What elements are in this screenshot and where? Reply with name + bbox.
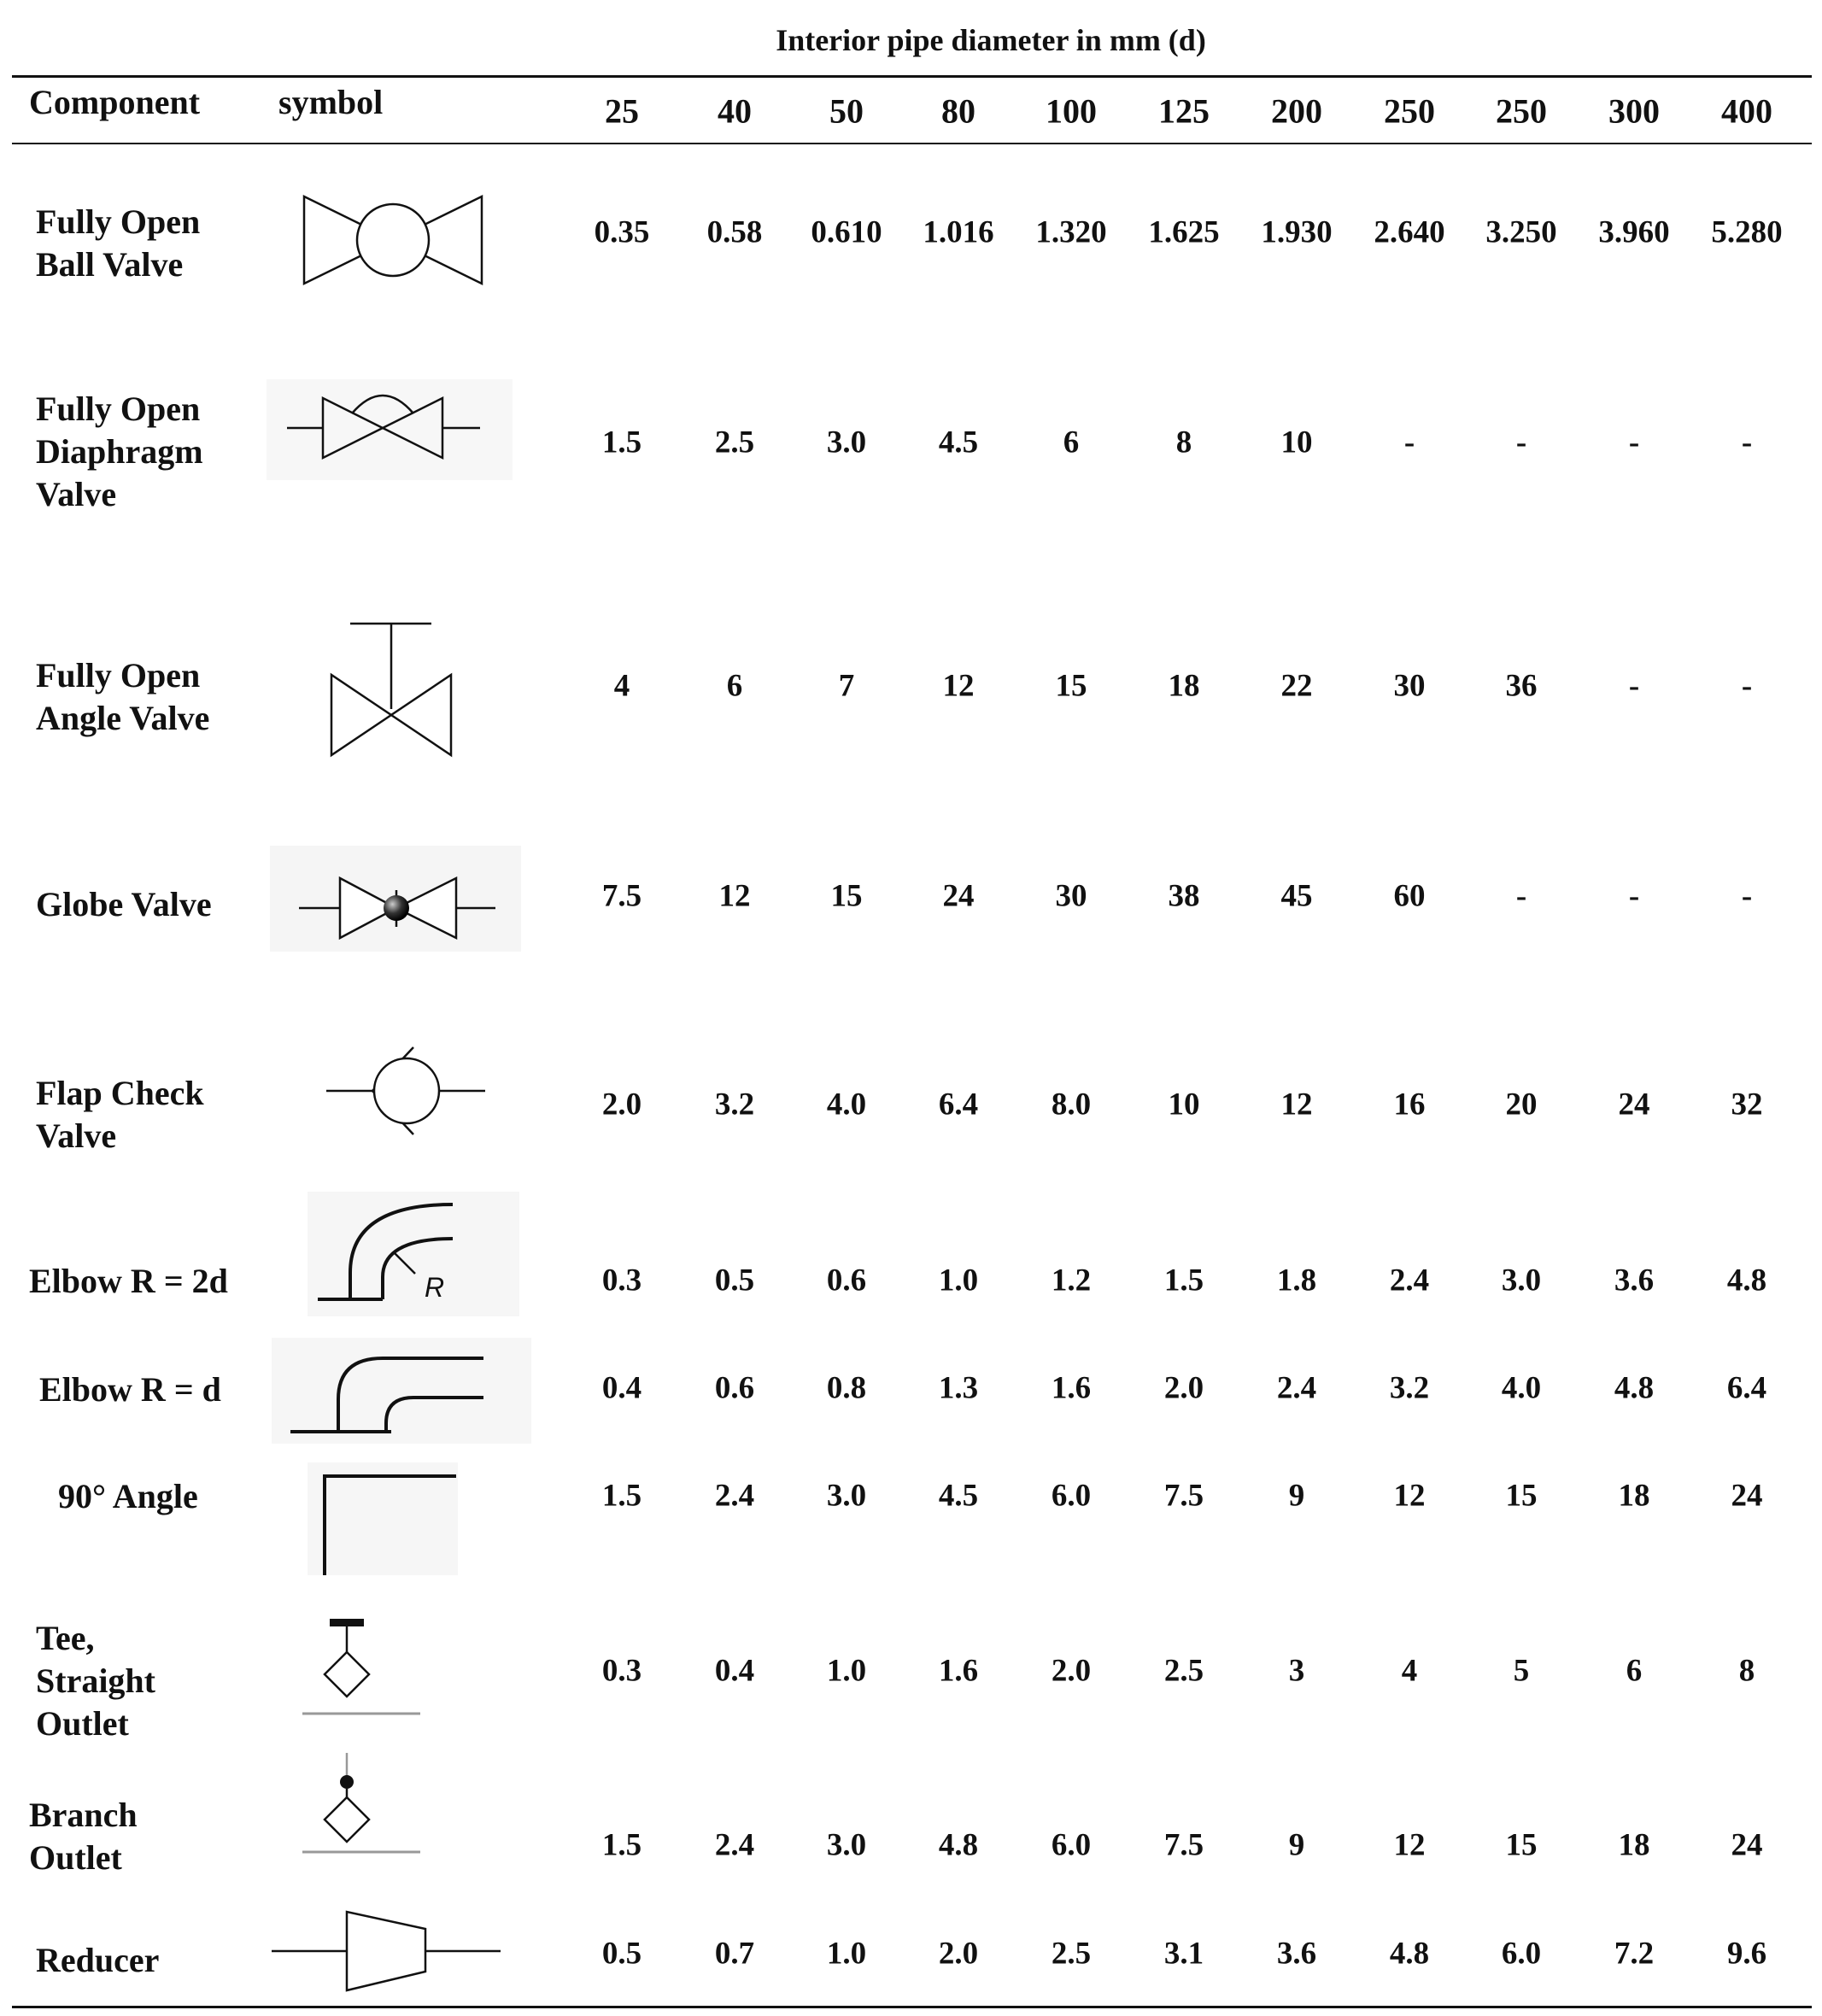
value-cell: 4.8 — [1614, 1370, 1655, 1406]
diameter-header: 125 — [1158, 91, 1210, 131]
value-cell: 20 — [1505, 1087, 1538, 1122]
value-cell: 6 — [726, 668, 743, 704]
value-cell: 6 — [1063, 425, 1080, 460]
value-cell: 0.6 — [714, 1370, 755, 1406]
diameter-header: 100 — [1046, 91, 1097, 131]
diameter-header: 200 — [1271, 91, 1322, 131]
value-cell: 4.0 — [1501, 1370, 1542, 1406]
value-cell: - — [1515, 878, 1527, 914]
value-cell: 9 — [1288, 1827, 1305, 1863]
value-cell: 2.0 — [938, 1936, 979, 1972]
value-cell: 24 — [942, 878, 975, 914]
value-cell: 60 — [1393, 878, 1426, 914]
value-cell: 1.0 — [826, 1936, 867, 1972]
value-cell: 8 — [1738, 1653, 1755, 1689]
value-cell: 1.3 — [938, 1370, 979, 1406]
value-cell: 3.2 — [714, 1087, 755, 1122]
angle-90-icon — [308, 1462, 458, 1575]
value-cell: 0.4 — [714, 1653, 755, 1689]
value-cell: 2.4 — [1389, 1263, 1430, 1298]
value-cell: 6.0 — [1501, 1936, 1542, 1972]
value-cell: 1.930 — [1261, 214, 1333, 250]
value-cell: 1.2 — [1051, 1263, 1092, 1298]
component-label: Branch Outlet — [29, 1796, 138, 1877]
diaphragm-valve-icon — [267, 379, 513, 480]
value-cell: 6.4 — [938, 1087, 979, 1122]
value-cell: 4.8 — [1389, 1936, 1430, 1972]
value-cell: 4 — [1401, 1653, 1418, 1689]
svg-text:R: R — [425, 1272, 445, 1303]
component-label: 90° Angle — [58, 1477, 198, 1515]
angle-valve-icon — [325, 617, 460, 764]
elbow-r2d-icon — [308, 1192, 519, 1316]
component-label: Fully Open Ball Valve — [36, 202, 201, 284]
value-cell: 12 — [1393, 1478, 1426, 1514]
value-cell: - — [1628, 878, 1640, 914]
value-cell: 0.6 — [826, 1263, 867, 1298]
table-group-title: Interior pipe diameter in mm (d) — [776, 23, 1206, 57]
bottom-rule — [12, 2006, 1812, 2008]
symbol-column-header: symbol — [278, 83, 384, 121]
value-cell: 30 — [1393, 668, 1426, 704]
value-cell: 3.0 — [1501, 1263, 1542, 1298]
diameter-header: 250 — [1384, 91, 1435, 131]
value-cell: 6.4 — [1726, 1370, 1767, 1406]
value-cell: - — [1515, 425, 1527, 460]
component-label: Elbow R = d — [39, 1370, 221, 1409]
value-cell: 1.8 — [1276, 1263, 1317, 1298]
value-cell: 7.2 — [1614, 1936, 1655, 1972]
value-cell: 1.6 — [938, 1653, 979, 1689]
value-cell: - — [1403, 425, 1415, 460]
value-cell: 9 — [1288, 1478, 1305, 1514]
value-cell: 18 — [1168, 668, 1200, 704]
value-cell: 12 — [942, 668, 975, 704]
value-cell: 7.5 — [1163, 1827, 1204, 1863]
value-cell: 22 — [1280, 668, 1313, 704]
value-cell: 24 — [1731, 1827, 1763, 1863]
value-cell: 3.1 — [1163, 1936, 1204, 1972]
value-cell: 1.625 — [1148, 214, 1220, 250]
value-cell: 6.0 — [1051, 1827, 1092, 1863]
value-cell: 7.5 — [601, 878, 642, 914]
value-cell: 2.0 — [1051, 1653, 1092, 1689]
value-cell: 1.0 — [826, 1653, 867, 1689]
value-cell: 4.0 — [826, 1087, 867, 1122]
value-cell: 0.3 — [601, 1263, 642, 1298]
value-cell: 0.35 — [594, 214, 650, 250]
value-cell: 10 — [1168, 1087, 1200, 1122]
component-label: Reducer — [36, 1941, 160, 1979]
value-cell: 2.640 — [1374, 214, 1445, 250]
value-cell: 1.0 — [938, 1263, 979, 1298]
ball-valve-icon — [299, 193, 487, 287]
value-cell: 6.0 — [1051, 1478, 1092, 1514]
value-cell: 3.6 — [1614, 1263, 1655, 1298]
value-cell: 1.5 — [1163, 1263, 1204, 1298]
value-cell: 0.7 — [714, 1936, 755, 1972]
value-cell: 2.4 — [1276, 1370, 1317, 1406]
value-cell: - — [1741, 878, 1753, 914]
reducer-icon — [270, 1907, 502, 1990]
value-cell: 7.5 — [1163, 1478, 1204, 1514]
value-cell: 4.5 — [938, 425, 979, 460]
value-cell: 0.58 — [706, 214, 763, 250]
value-cell: 12 — [1393, 1827, 1426, 1863]
value-cell: 2.5 — [1051, 1936, 1092, 1972]
value-cell: - — [1741, 425, 1753, 460]
value-cell: 2.5 — [714, 425, 755, 460]
component-label: Fully Open Diaphragm Valve — [36, 390, 203, 513]
value-cell: 3.0 — [826, 425, 867, 460]
value-cell: 1.6 — [1051, 1370, 1092, 1406]
value-cell: 8 — [1175, 425, 1192, 460]
component-label: Elbow R = 2d — [29, 1262, 228, 1300]
value-cell: - — [1628, 668, 1640, 704]
value-cell: 1.5 — [601, 425, 642, 460]
value-cell: 3.6 — [1276, 1936, 1317, 1972]
value-cell: 24 — [1618, 1087, 1650, 1122]
globe-valve-icon — [270, 846, 521, 952]
value-cell: 2.0 — [601, 1087, 642, 1122]
value-cell: 3 — [1288, 1653, 1305, 1689]
value-cell: - — [1741, 668, 1753, 704]
value-cell: 3.0 — [826, 1478, 867, 1514]
value-cell: 2.5 — [1163, 1653, 1204, 1689]
value-cell: 0.610 — [811, 214, 882, 250]
diameter-header: 250 — [1496, 91, 1547, 131]
component-column-header: Component — [29, 83, 201, 121]
diameter-header: 300 — [1608, 91, 1660, 131]
value-cell: 1.320 — [1035, 214, 1107, 250]
value-cell: 2.0 — [1163, 1370, 1204, 1406]
value-cell: 4.5 — [938, 1478, 979, 1514]
value-cell: 4.8 — [938, 1827, 979, 1863]
value-cell: 0.8 — [826, 1370, 867, 1406]
value-cell: 4.8 — [1726, 1263, 1767, 1298]
value-cell: 9.6 — [1726, 1936, 1767, 1972]
tee-straight-outlet-icon — [301, 1616, 427, 1727]
value-cell: 15 — [1055, 668, 1087, 704]
diameter-header: 25 — [605, 91, 639, 131]
component-label: Flap Check Valve — [36, 1074, 204, 1155]
component-label: Tee, Straight Outlet — [36, 1619, 155, 1743]
component-label: Fully Open Angle Valve — [36, 656, 210, 737]
flap-check-valve-icon — [325, 1044, 487, 1138]
value-cell: 5 — [1513, 1653, 1530, 1689]
value-cell: 36 — [1505, 668, 1538, 704]
value-cell: 2.4 — [714, 1478, 755, 1514]
value-cell: 18 — [1618, 1827, 1650, 1863]
value-cell: 45 — [1280, 878, 1313, 914]
value-cell: 18 — [1618, 1478, 1650, 1514]
value-cell: 7 — [838, 668, 855, 704]
value-cell: 12 — [1280, 1087, 1313, 1122]
value-cell: 16 — [1393, 1087, 1426, 1122]
branch-outlet-icon — [301, 1751, 427, 1862]
value-cell: 4 — [613, 668, 630, 704]
header-rule — [12, 143, 1812, 144]
diameter-header: 50 — [829, 91, 864, 131]
diameter-header: 400 — [1721, 91, 1772, 131]
value-cell: - — [1628, 425, 1640, 460]
value-cell: 6 — [1626, 1653, 1643, 1689]
value-cell: 12 — [718, 878, 751, 914]
diameter-header: 40 — [718, 91, 752, 131]
value-cell: 38 — [1168, 878, 1200, 914]
value-cell: 10 — [1280, 425, 1313, 460]
value-cell: 3.2 — [1389, 1370, 1430, 1406]
value-cell: 0.3 — [601, 1653, 642, 1689]
value-cell: 15 — [1505, 1827, 1538, 1863]
value-cell: 0.5 — [714, 1263, 755, 1298]
value-cell: 3.0 — [826, 1827, 867, 1863]
elbow-rd-icon — [272, 1338, 531, 1444]
value-cell: 32 — [1731, 1087, 1763, 1122]
value-cell: 0.4 — [601, 1370, 642, 1406]
value-cell: 0.5 — [601, 1936, 642, 1972]
value-cell: 3.960 — [1598, 214, 1670, 250]
value-cell: 8.0 — [1051, 1087, 1092, 1122]
top-rule — [12, 75, 1812, 78]
value-cell: 3.250 — [1485, 214, 1557, 250]
value-cell: 15 — [830, 878, 863, 914]
value-cell: 30 — [1055, 878, 1087, 914]
diameter-header: 80 — [941, 91, 975, 131]
component-label: Globe Valve — [36, 885, 212, 923]
value-cell: 5.280 — [1711, 214, 1783, 250]
value-cell: 2.4 — [714, 1827, 755, 1863]
value-cell: 24 — [1731, 1478, 1763, 1514]
value-cell: 1.5 — [601, 1827, 642, 1863]
value-cell: 1.016 — [923, 214, 994, 250]
value-cell: 1.5 — [601, 1478, 642, 1514]
value-cell: 15 — [1505, 1478, 1538, 1514]
